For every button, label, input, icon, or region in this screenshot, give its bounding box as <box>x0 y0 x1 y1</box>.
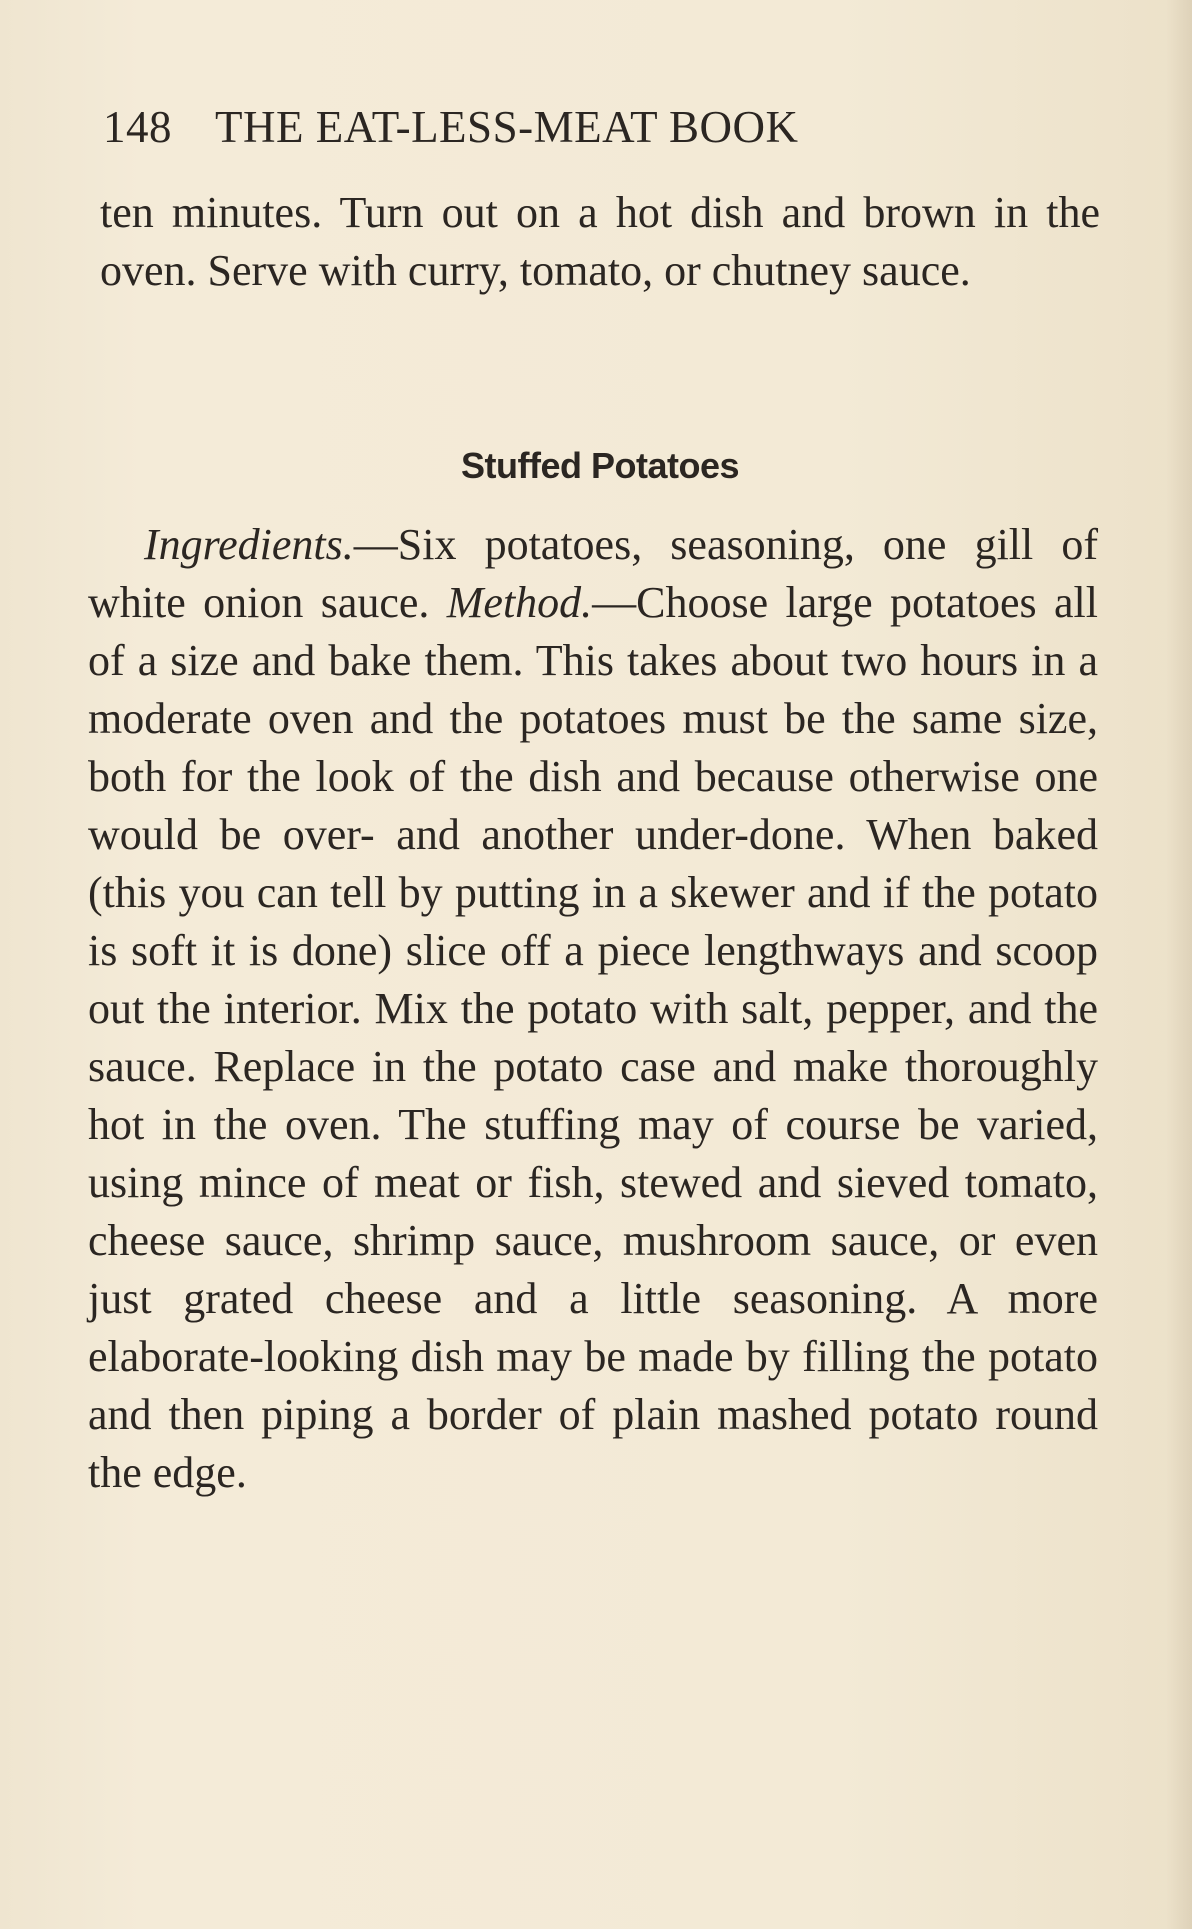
book-title: THE EAT-LESS-MEAT BOOK <box>215 102 799 152</box>
page-number: 148 <box>103 102 172 152</box>
ingredients-text: —Six potatoes, seasoning, one gill of white onion sauce. <box>88 520 1098 627</box>
method-text: —Choose large potatoes all of a size and bake them. This takes about two hours in a moderate oven and the potatoes must be the same size, both for the look of the dish and because otherwise one would be over- and another under-done. When baked (this you can tell by putting in a skewer and if the potato is soft it is done) slice off a piece lengthways and scoop out the interior. Mix the potato with salt, pepper, and the sauce. Replace in the potato case and make thoroughly hot in the oven. The stuffing may of course be varied, using mince of meat or fish, stewed and sieved tomato, cheese sauce, shrimp sauce, mushroom sauce, or even just grated cheese and a little seasoning. A more elaborate-looking dish may be made by filling the potato and then piping a border of plain mashed potato round the edge. <box>88 578 1098 1497</box>
ingredients-label: Ingredients. <box>144 520 354 569</box>
method-label: Method. <box>446 578 593 627</box>
running-head <box>103 92 1003 162</box>
recipe-paragraph <box>88 516 1098 1736</box>
continued-paragraph: ten minutes. Turn out on a hot dish and brown in the oven. Serve with curry, tomato, or chutney sauce. <box>100 188 1100 295</box>
recipe-title: Stuffed Potatoes <box>460 445 739 486</box>
